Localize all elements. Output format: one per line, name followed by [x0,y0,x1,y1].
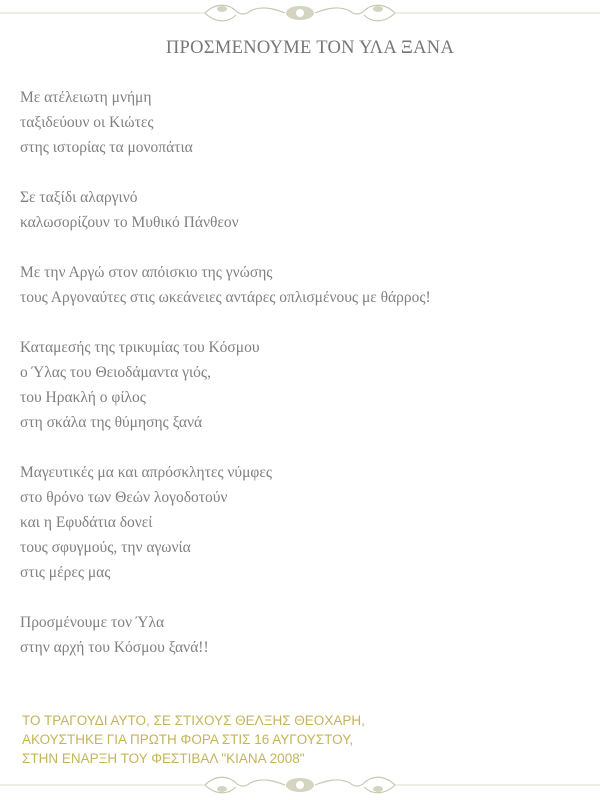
poem-line: του Ηρακλή ο φίλος [20,389,146,406]
note-line: ΤΟ ΤΡΑΓΟΥΔΙ ΑΥΤΟ, ΣΕ ΣΤΙΧΟΥΣ ΘΕΛΞΗΣ ΘΕΟΧΑΡΗ, [22,713,365,728]
poem-line: Με ατέλειωτη μνήμη [20,89,152,106]
stanza-6 [20,610,590,660]
note-line: ΣΤΗΝ ΕΝΑΡΞΗ ΤΟΥ ΦΕΣΤΙΒΑΛ "ΚΙΑΝΑ 2008" [22,751,305,766]
poem-line: ο Ύλας του Θειοδάμαντα γιός, [20,364,211,381]
poem-body [20,85,590,685]
poem-line: στην αρχή του Κόσμου ξανά!! [20,639,209,656]
top-ornament-divider [0,0,600,26]
poem-line: τους Αργοναύτες στις ωκεάνειες αντάρες οπλισμένους με θάρρος! [20,289,431,306]
stanza-2 [20,185,590,235]
poem-line: Μαγευτικές μα και απρόσκλητες νύμφες [20,464,272,481]
poem-line: στις μέρες μας [20,564,111,581]
stanza-4 [20,335,590,435]
poem-line: Προσμένουμε τον Ύλα [20,614,165,631]
poem-line: στο θρόνο των Θεών λογοδοτούν [20,489,228,506]
bottom-ornament-divider [0,772,600,798]
poem-line: στης ιστορίας τα μονοπάτια [20,139,193,156]
stanza-3 [20,260,590,310]
floral-ornament-icon [0,0,600,26]
stanza-5 [20,460,590,585]
floral-ornament-icon [0,772,600,798]
poem-line: τους σφυγμούς, την αγωνία [20,539,191,556]
note-line: ΑΚΟΥΣΤΗΚΕ ΓΙΑ ΠΡΩΤΗ ΦΟΡΑ ΣΤΙΣ 16 ΑΥΓΟΥΣΤΟΥ, [22,732,354,747]
song-credit-note [22,711,582,768]
poem-line: Σε ταξίδι αλαργινό [20,189,138,206]
poem-line: στη σκάλα της θύμησης ξανά [20,414,203,431]
poem-line: ταξιδεύουν οι Κιώτες [20,114,154,131]
stanza-1 [20,85,590,160]
poem-line: καλωσορίζουν το Μυθικό Πάνθεον [20,214,239,231]
poem-line: και η Εφυδάτια δονεί [20,514,153,531]
poem-title: ΠΡΟΣΜΕΝΟΥΜΕ ΤΟΝ ΥΛΑ ΞΑΝΑ [165,38,455,58]
poem-line: Με την Αργώ στον απόισκιο της γνώσης [20,264,273,281]
poem-line: Καταμεσής της τρικυμίας του Κόσμου [20,339,260,356]
